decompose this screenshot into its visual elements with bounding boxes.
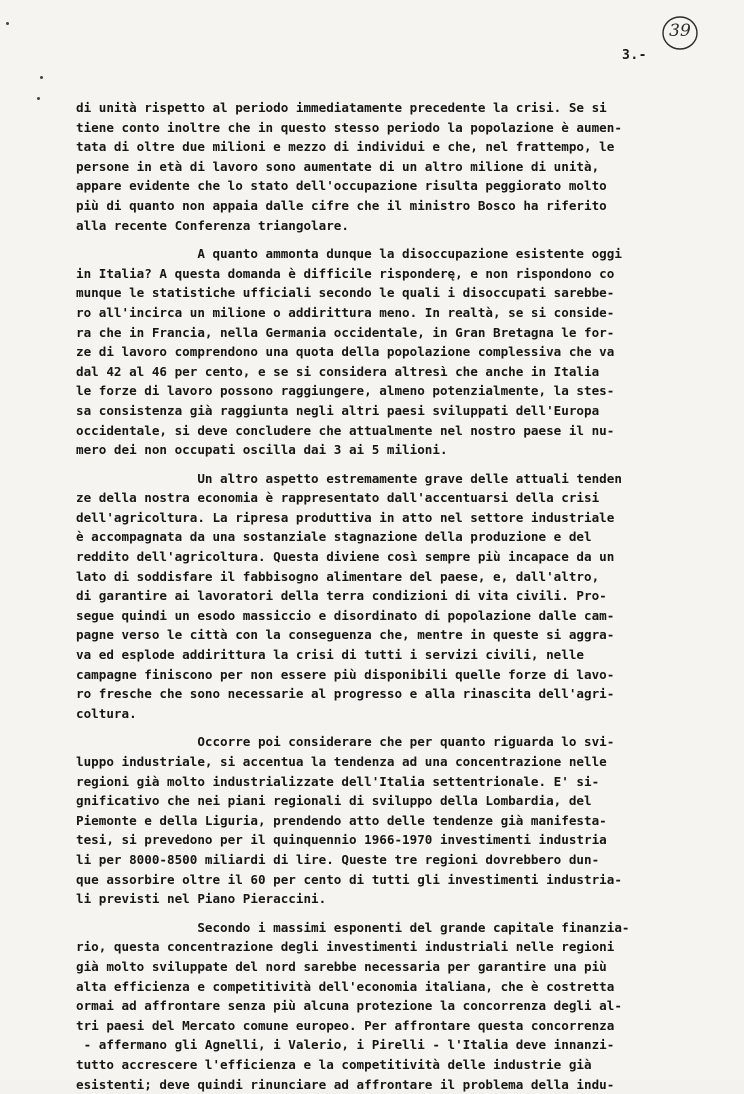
text-line: ra che in Francia, nella Germania occidentale, in Gran Bretagna le for- xyxy=(76,323,726,343)
paper-speck xyxy=(37,97,40,100)
text-line: pagne verso le città con la conseguenza che, mentre in queste si aggra- xyxy=(76,625,726,645)
text-line: tri paesi del Mercato comune europeo. Per affrontare questa concorrenza xyxy=(76,1016,726,1036)
text-line: li per 8000-8500 miliardi di lire. Queste tre regioni dovrebbero dun- xyxy=(76,850,726,870)
text-line: è accompagnata da una sostanziale stagnazione della produzione e del xyxy=(76,527,726,547)
text-line: esistenti; deve quindi rinunciare ad affrontare il problema della indu- xyxy=(76,1075,726,1094)
text-line: ze della nostra economia è rappresentato dall'accentuarsi della crisi xyxy=(76,488,726,508)
paper-speck xyxy=(40,76,43,79)
text-line: di unità rispetto al periodo immediatamente precedente la crisi. Se si xyxy=(76,98,726,118)
document-body xyxy=(76,98,726,1094)
text-line: mero dei non occupati oscilla dai 3 ai 5 milioni. xyxy=(76,440,726,460)
text-line: ze di lavoro comprendono una quota della popolazione complessiva che va xyxy=(76,342,726,362)
stamp-number: 39 xyxy=(660,21,700,41)
text-line: reddito dell'agricoltura. Questa diviene così sempre più incapace da un xyxy=(76,547,726,567)
text-line: regioni già molto industrializzate dell'Italia settentrionale. E' si- xyxy=(76,772,726,792)
text-line: alla recente Conferenza triangolare. xyxy=(76,216,726,236)
text-line: tata di oltre due milioni e mezzo di individui e che, nel frattempo, le xyxy=(76,137,726,157)
text-line: - affermano gli Agnelli, i Valerio, i Pirelli - l'Italia deve innanzi- xyxy=(76,1035,726,1055)
text-line: dell'agricoltura. La ripresa produttiva in atto nel settore industriale xyxy=(76,508,726,528)
text-line: Secondo i massimi esponenti del grande capitale finanzia- xyxy=(76,918,726,938)
text-line: ro fresche che sono necessarie al progresso e alla rinascita dell'agri- xyxy=(76,684,726,704)
text-line: lato di soddisfare il fabbisogno alimentare del paese, e, dall'altro, xyxy=(76,567,726,587)
text-line: Occorre poi considerare che per quanto riguarda lo svi- xyxy=(76,732,726,752)
text-line: li previsti nel Piano Pieraccini. xyxy=(76,889,726,909)
text-line: più di quanto non appaia dalle cifre che il ministro Bosco ha riferito xyxy=(76,196,726,216)
text-line: tiene conto inoltre che in questo stesso periodo la popolazione è aumen- xyxy=(76,118,726,138)
text-line: le forze di lavoro possono raggiungere, almeno potenzialmente, la stes- xyxy=(76,381,726,401)
text-line: ormai ad affrontare senza più alcuna protezione la concorrenza degli al- xyxy=(76,996,726,1016)
text-line: rio, questa concentrazione degli investimenti industriali nelle regioni xyxy=(76,937,726,957)
text-line: persone in età di lavoro sono aumentate di un altro milione di unità, xyxy=(76,157,726,177)
text-line: ro all'incirca un milione o addirittura meno. In realtà, se si conside- xyxy=(76,303,726,323)
text-line: dal 42 al 46 per cento, e se si considera altresì che anche in Italia xyxy=(76,362,726,382)
text-line: Un altro aspetto estremamente grave delle attuali tenden xyxy=(76,469,726,489)
paragraph-4 xyxy=(76,732,726,908)
paragraph-5 xyxy=(76,918,726,1094)
text-line: tutto accrescere l'efficienza e la competitività delle industrie già xyxy=(76,1055,726,1075)
paragraph-2 xyxy=(76,244,726,460)
text-line: campagne finiscono per non essere più disponibili quelle forze di lavo- xyxy=(76,665,726,685)
text-line: occidentale, si deve concludere che attualmente nel nostro paese il nu- xyxy=(76,421,726,441)
text-line: appare evidente che lo stato dell'occupazione risulta peggiorato molto xyxy=(76,176,726,196)
text-line: segue quindi un esodo massiccio e disordinato di popolazione dalle cam- xyxy=(76,606,726,626)
paper-speck xyxy=(6,22,9,25)
text-line: di garantire ai lavoratori della terra condizioni di vita civili. Pro- xyxy=(76,586,726,606)
text-line: tesi, si prevedono per il quinquennio 1966-1970 investimenti industria xyxy=(76,830,726,850)
text-line: munque le statistiche ufficiali secondo le quali i disoccupati sarebbe- xyxy=(76,283,726,303)
paragraph-3 xyxy=(76,469,726,724)
text-line: già molto sviluppate del nord sarebbe necessaria per garantire una più xyxy=(76,957,726,977)
text-line: va ed esplode addirittura la crisi di tutti i servizi civili, nelle xyxy=(76,645,726,665)
text-line: sa consistenza già raggiunta negli altri paesi sviluppati dell'Europa xyxy=(76,401,726,421)
text-line: luppo industriale, si accentua la tendenza ad una concentrazione nelle xyxy=(76,752,726,772)
archive-stamp xyxy=(660,14,700,52)
text-line: in Italia? A questa domanda è difficile risponderę, e non rispondono co xyxy=(76,264,726,284)
text-line: alta efficienza e competitività dell'economia italiana, che è costretta xyxy=(76,977,726,997)
text-line: que assorbire oltre il 60 per cento di tutti gli investimenti industria- xyxy=(76,870,726,890)
page-number: 3.- xyxy=(622,48,647,63)
text-line: A quanto ammonta dunque la disoccupazione esistente oggi xyxy=(76,244,726,264)
text-line: coltura. xyxy=(76,704,726,724)
text-line: Piemonte e della Liguria, prendendo atto delle tendenze già manifesta- xyxy=(76,811,726,831)
paragraph-1 xyxy=(76,98,726,235)
text-line: gnificativo che nei piani regionali di sviluppo della Lombardia, del xyxy=(76,791,726,811)
